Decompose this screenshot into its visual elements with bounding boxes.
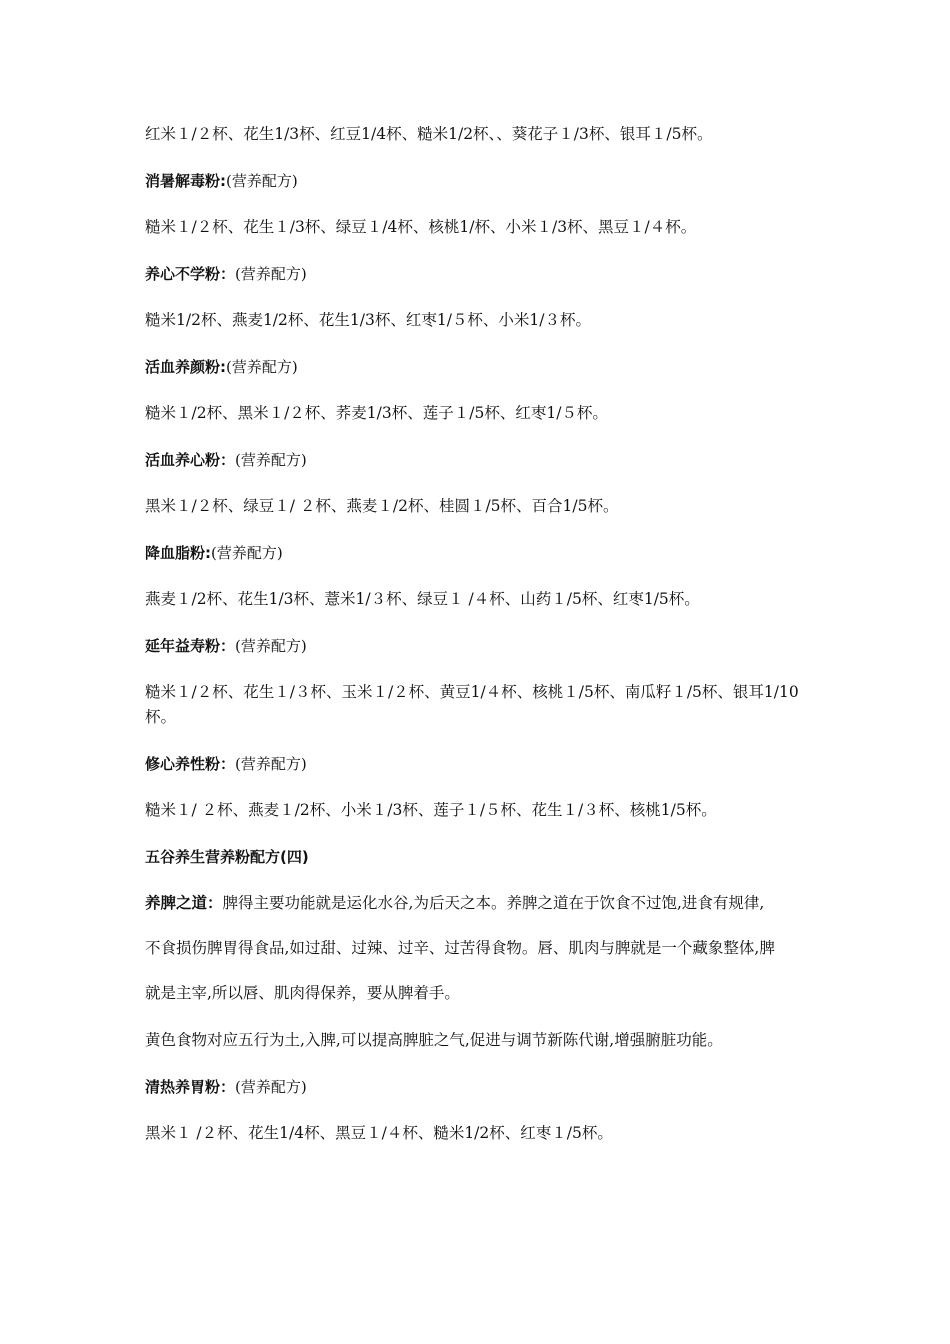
section-heading-4 — [145, 845, 810, 869]
heading-note: (营养配方) — [211, 544, 283, 562]
paragraph-11: 就是主宰,所以唇、肌肉得保养，要从脾着手。 — [145, 984, 460, 1002]
heading-note: (营养配方) — [226, 358, 298, 376]
heading-huoxue-yangxin — [145, 448, 810, 472]
heading-title: 消暑解毒粉: — [145, 172, 226, 190]
paragraph-body: 脾得主要功能就是运化水谷,为后天之本。养脾之道在于饮食不过饱,进食有规律, — [222, 894, 765, 912]
paragraph-6: 燕麦１/2杯、花生1/3杯、薏米1/３杯、绿豆１ /４杯、山药１/5杯、红枣1/5杯。 — [145, 590, 700, 608]
paragraph-yangpi — [145, 891, 810, 916]
paragraph-5: 黑米１/２杯、绿豆１/ ２杯、燕麦１/2杯、桂圆１/5杯、百合1/5杯。 — [145, 497, 619, 515]
paragraph-2: 糙米１/２杯、花生１/3杯、绿豆１/4杯、核桃1/杯、小米１/3杯、黑豆１/４杯。 — [145, 218, 697, 236]
heading-xiuxin-yangxing — [145, 752, 810, 776]
heading-title: 养心不学粉： — [145, 265, 236, 283]
heading-note: (营养配方) — [235, 1078, 307, 1096]
paragraph-12: 黄色食物对应五行为土,入脾,可以提高脾脏之气,促进与调节新陈代谢,增强腑脏功能。 — [145, 1031, 723, 1049]
heading-title: 清热养胃粉： — [145, 1078, 236, 1096]
paragraph-10: 不食损伤脾胃得食品,如过甜、过辣、过辛、过苦得食物。唇、肌肉与脾就是一个藏象整体,脾 — [145, 939, 775, 957]
paragraph-lead: 养脾之道： — [145, 894, 223, 912]
heading-qingre-yangwei — [145, 1075, 810, 1099]
heading-note: (营养配方) — [235, 637, 307, 655]
paragraph-3: 糙米1/2杯、燕麦1/2杯、花生1/3杯、红枣1/５杯、小米1/３杯。 — [145, 311, 592, 329]
heading-yangxin-buxue — [145, 262, 810, 286]
heading-note: (营养配方) — [226, 172, 298, 190]
paragraph-8: 糙米１/ ２杯、燕麦１/2杯、小米１/3杯、莲子１/５杯、花生１/３杯、核桃1/5杯。 — [145, 801, 717, 819]
heading-title: 延年益寿粉： — [145, 637, 236, 655]
heading-note: (营养配方) — [235, 451, 307, 469]
heading-yannian-yishou — [145, 634, 810, 658]
heading-note: (营养配方) — [235, 265, 307, 283]
paragraph-4: 糙米１/2杯、黑米１/２杯、荞麦1/3杯、莲子１/5杯、红枣1/５杯。 — [145, 404, 608, 422]
heading-title: 修心养性粉： — [145, 755, 236, 773]
paragraph-1: 红米１/２杯、花生1/3杯、红豆1/4杯、糙米1/2杯、、葵花子１/3杯、银耳１/5杯。 — [145, 125, 713, 143]
heading-jiang-xuezhi — [145, 541, 810, 565]
paragraph-7: 糙米１/２杯、花生１/３杯、玉米１/２杯、黄豆1/４杯、核桃１/5杯、南瓜籽１/5杯、银耳1/10杯。 — [145, 683, 799, 726]
heading-note: (营养配方) — [235, 755, 307, 773]
paragraph-13: 黑米１ /２杯、花生1/4杯、黑豆１/４杯、糙米1/2杯、红枣１/5杯。 — [145, 1124, 613, 1142]
heading-title: 降血脂粉: — [145, 544, 211, 562]
heading-title: 活血养心粉： — [145, 451, 236, 469]
heading-title: 活血养颜粉: — [145, 358, 226, 376]
document-page — [145, 122, 810, 1146]
section-title: 五谷养生营养粉配方(四) — [145, 848, 309, 866]
heading-xiaoshu — [145, 169, 810, 193]
heading-huoxue-yangyan — [145, 355, 810, 379]
